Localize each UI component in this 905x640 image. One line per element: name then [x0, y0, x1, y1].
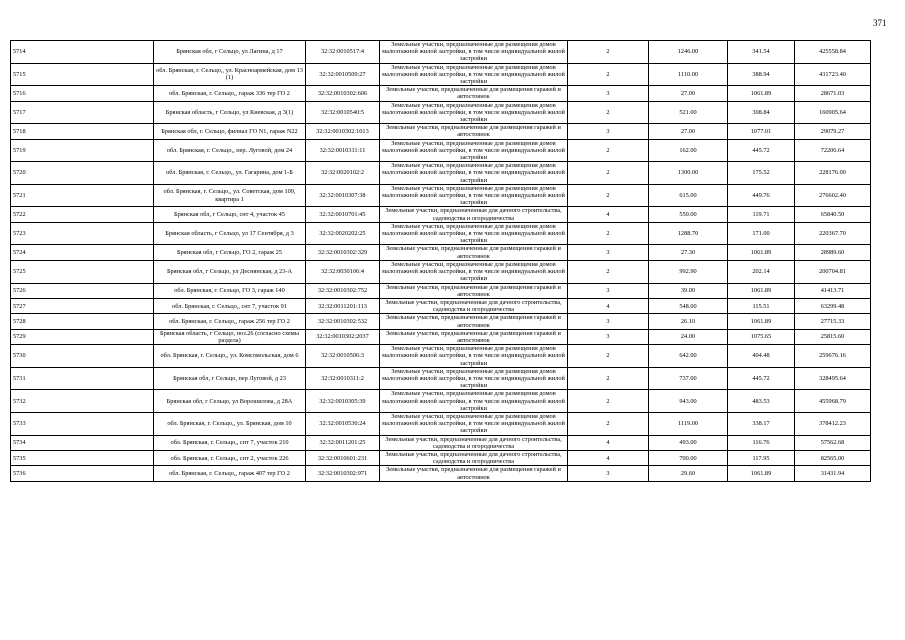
address-cell: Брянская обл, г Сельцо, ГО 2, гараж 25 [154, 245, 306, 260]
table-row [11, 314, 871, 329]
row-number: 5735 [11, 450, 154, 465]
specific-value-cell: 175.52 [728, 162, 795, 185]
group-cell: 2 [568, 367, 649, 390]
area-cell: 521.00 [649, 101, 728, 124]
row-number: 5736 [11, 466, 154, 481]
row-number: 5730 [11, 345, 154, 368]
table-row [11, 162, 871, 185]
specific-value-cell: 483.53 [728, 390, 795, 413]
cadastral-value-cell: 82565.00 [795, 450, 871, 465]
land-use-cell: Земельные участки, предназначенные для размещения домов малоэтажной жилой застройки, в том числе индивидуальной жилой застройки [380, 345, 568, 368]
specific-value-cell: 116.76 [728, 435, 795, 450]
row-number: 5714 [11, 41, 154, 64]
land-registry-table [10, 40, 871, 482]
cadastral-value-cell: 72206.64 [795, 139, 871, 162]
land-use-cell: Земельные участки, предназначенные для размещения гаражей и автостоянок [380, 314, 568, 329]
area-cell: 1300.00 [649, 162, 728, 185]
land-use-cell: Земельные участки, предназначенные для размещения гаражей и автостоянок [380, 329, 568, 344]
page-number: 371 [873, 18, 887, 28]
group-cell: 4 [568, 207, 649, 222]
table-row [11, 207, 871, 222]
address-cell: обл. Брянская, г. Сельцо,, ул. Красноармейская, дом 13 (1) [154, 63, 306, 86]
cadastral-value-cell: 378412.23 [795, 412, 871, 435]
cadastral-value-cell: 228176.00 [795, 162, 871, 185]
address-cell: Брянская область, г Сельцо, поз.26 (согласно схемы раздела) [154, 329, 306, 344]
group-cell: 3 [568, 314, 649, 329]
row-number: 5729 [11, 329, 154, 344]
table-row [11, 435, 871, 450]
row-number: 5734 [11, 435, 154, 450]
cadastral-value-cell: 431723.40 [795, 63, 871, 86]
row-number: 5726 [11, 283, 154, 298]
area-cell: 992.90 [649, 260, 728, 283]
cadastral-value-cell: 57562.68 [795, 435, 871, 450]
row-number: 5715 [11, 63, 154, 86]
table-row [11, 41, 871, 64]
group-cell: 3 [568, 466, 649, 481]
table-row [11, 86, 871, 101]
address-cell: обл. Брянская, г. Сельцо,, ул. Советская, дом 109, квартира 1 [154, 184, 306, 207]
area-cell: 29.60 [649, 466, 728, 481]
cadastral-value-cell: 220367.70 [795, 222, 871, 245]
address-cell: Брянская область, г Сельцо, ул Киевская, д 3(1) [154, 101, 306, 124]
cadastral-value-cell: 425558.84 [795, 41, 871, 64]
land-use-cell: Земельные участки, предназначенные для размещения гаражей и автостоянок [380, 283, 568, 298]
cadastral-number-cell: 32:32:0010307:38 [306, 184, 380, 207]
specific-value-cell: 338.17 [728, 412, 795, 435]
area-cell: 24.00 [649, 329, 728, 344]
area-cell: 27.00 [649, 124, 728, 139]
table-row [11, 298, 871, 313]
area-cell: 943.00 [649, 390, 728, 413]
land-use-cell: Земельные участки, предназначенные для размещения домов малоэтажной жилой застройки, в том числе индивидуальной жилой застройки [380, 139, 568, 162]
address-cell: обл. Брянская, г. Сельцо,, гараж 407 тер ГО 2 [154, 466, 306, 481]
land-use-cell: Земельные участки, предназначенные для размещения домов малоэтажной жилой застройки, в том числе индивидуальной жилой застройки [380, 412, 568, 435]
row-number: 5719 [11, 139, 154, 162]
row-number: 5720 [11, 162, 154, 185]
cadastral-number-cell: 32:32:0020102:2 [306, 162, 380, 185]
land-use-cell: Земельные участки, предназначенные для дачного строительства, садоводства и огородничества [380, 298, 568, 313]
land-use-cell: Земельные участки, предназначенные для размещения домов малоэтажной жилой застройки, в том числе индивидуальной жилой застройки [380, 41, 568, 64]
specific-value-cell: 171.00 [728, 222, 795, 245]
cadastral-number-cell: 32:32:0010302:532 [306, 314, 380, 329]
group-cell: 2 [568, 222, 649, 245]
cadastral-number-cell: 32:32:0010302:2037 [306, 329, 380, 344]
table-row [11, 466, 871, 481]
address-cell: Брянская обл, г Сельцо, снт 4, участок 45 [154, 207, 306, 222]
specific-value-cell: 202.14 [728, 260, 795, 283]
specific-value-cell: 404.48 [728, 345, 795, 368]
land-use-cell: Земельные участки, предназначенные для размещения гаражей и автостоянок [380, 124, 568, 139]
land-use-cell: Земельные участки, предназначенные для дачного строительства, садоводства и огородничества [380, 450, 568, 465]
address-cell: Брянская область, г Сельцо, ул 17 Сентября, д 3 [154, 222, 306, 245]
row-number: 5717 [11, 101, 154, 124]
table-row [11, 101, 871, 124]
land-use-cell: Земельные участки, предназначенные для дачного строительства, садоводства и огородничества [380, 435, 568, 450]
group-cell: 4 [568, 435, 649, 450]
cadastral-number-cell: 32:32:0010302:1013 [306, 124, 380, 139]
land-use-cell: Земельные участки, предназначенные для размещения домов малоэтажной жилой застройки, в том числе индивидуальной жилой застройки [380, 260, 568, 283]
row-number: 5727 [11, 298, 154, 313]
specific-value-cell: 1077.01 [728, 124, 795, 139]
specific-value-cell: 388.94 [728, 63, 795, 86]
cadastral-number-cell: 32:32:0010506:3 [306, 345, 380, 368]
land-use-cell: Земельные участки, предназначенные для размещения домов малоэтажной жилой застройки, в том числе индивидуальной жилой застройки [380, 63, 568, 86]
cadastral-number-cell: 32:32:0010517:4 [306, 41, 380, 64]
group-cell: 4 [568, 298, 649, 313]
group-cell: 2 [568, 260, 649, 283]
land-use-cell: Земельные участки, предназначенные для размещения домов малоэтажной жилой застройки, в том числе индивидуальной жилой застройки [380, 222, 568, 245]
table-row [11, 283, 871, 298]
address-cell: обл. Брянская, г. Сельцо,, ул. Комсомольская, дом 6 [154, 345, 306, 368]
area-cell: 700.00 [649, 450, 728, 465]
address-cell: обл. Брянская, г. Сельцо,, ул. Брянская, дом 10 [154, 412, 306, 435]
row-number: 5721 [11, 184, 154, 207]
group-cell: 3 [568, 86, 649, 101]
area-cell: 27.30 [649, 245, 728, 260]
group-cell: 3 [568, 245, 649, 260]
address-cell: обл. Брянская, г. Сельцо,, пер. Луговой, дом 24 [154, 139, 306, 162]
cadastral-value-cell: 63299.48 [795, 298, 871, 313]
table-row [11, 367, 871, 390]
address-cell: Брянская обл, г. Сельцо, филиал ГО N1, гараж N22 [154, 124, 306, 139]
land-use-cell: Земельные участки, предназначенные для размещения домов малоэтажной жилой застройки, в том числе индивидуальной жилой застройки [380, 390, 568, 413]
row-number: 5718 [11, 124, 154, 139]
cadastral-value-cell: 41413.71 [795, 283, 871, 298]
cadastral-number-cell: 32:32:0010302:329 [306, 245, 380, 260]
area-cell: 27.00 [649, 86, 728, 101]
group-cell: 2 [568, 139, 649, 162]
area-cell: 1246.00 [649, 41, 728, 64]
group-cell: 2 [568, 162, 649, 185]
cadastral-number-cell: 32:32:0010311:11 [306, 139, 380, 162]
address-cell: обл. Брянская, г. Сельцо,, гараж 336 тер ГО 2 [154, 86, 306, 101]
cadastral-value-cell: 25815.60 [795, 329, 871, 344]
cadastral-value-cell: 31431.94 [795, 466, 871, 481]
cadastral-value-cell: 28989.60 [795, 245, 871, 260]
cadastral-value-cell: 259676.16 [795, 345, 871, 368]
land-use-cell: Земельные участки, предназначенные для размещения домов малоэтажной жилой застройки, в том числе индивидуальной жилой застройки [380, 162, 568, 185]
address-cell: обл. Брянская, г. Сельцо,, снт 7, участок 91 [154, 298, 306, 313]
table-row [11, 329, 871, 344]
area-cell: 1110.00 [649, 63, 728, 86]
cadastral-value-cell: 328495.64 [795, 367, 871, 390]
group-cell: 2 [568, 101, 649, 124]
area-cell: 737.00 [649, 367, 728, 390]
group-cell: 3 [568, 283, 649, 298]
cadastral-value-cell: 160905.64 [795, 101, 871, 124]
address-cell: обл. Брянская, г. Сельцо, ГО 3, гараж 140 [154, 283, 306, 298]
cadastral-value-cell: 65840.50 [795, 207, 871, 222]
specific-value-cell: 115.51 [728, 298, 795, 313]
cadastral-number-cell: 32:32:0010302:606 [306, 86, 380, 101]
table-row [11, 222, 871, 245]
cadastral-number-cell: 32:32:0010601:231 [306, 450, 380, 465]
cadastral-number-cell: 32:32:0010302:752 [306, 283, 380, 298]
cadastral-value-cell: 29079.27 [795, 124, 871, 139]
group-cell: 2 [568, 412, 649, 435]
cadastral-value-cell: 200704.81 [795, 260, 871, 283]
land-use-cell: Земельные участки, предназначенные для размещения гаражей и автостоянок [380, 466, 568, 481]
table-row [11, 260, 871, 283]
cadastral-value-cell: 276602.40 [795, 184, 871, 207]
area-cell: 493.00 [649, 435, 728, 450]
specific-value-cell: 445.72 [728, 367, 795, 390]
row-number: 5728 [11, 314, 154, 329]
row-number: 5716 [11, 86, 154, 101]
specific-value-cell: 445.72 [728, 139, 795, 162]
cadastral-number-cell: 32:32:0010302:971 [306, 466, 380, 481]
area-cell: 39.00 [649, 283, 728, 298]
cadastral-number-cell: 32:32:0010540:5 [306, 101, 380, 124]
address-cell: обл. Брянская, г. Сельцо,, ул. Гагарина, дом 1-Б [154, 162, 306, 185]
cadastral-number-cell: 32:32:0010311:2 [306, 367, 380, 390]
area-cell: 615.00 [649, 184, 728, 207]
specific-value-cell: 341.54 [728, 41, 795, 64]
address-cell: Брянская обл, г Сельцо, ул Деснянская, д 23-А [154, 260, 306, 283]
specific-value-cell: 1061.89 [728, 314, 795, 329]
cadastral-number-cell: 32:32:0011201:113 [306, 298, 380, 313]
address-cell: Брянская обл, г Сельцо, пер Луговой, д 23 [154, 367, 306, 390]
address-cell: обл. Брянская, г. Сельцо,, снт 2, участок 226 [154, 450, 306, 465]
specific-value-cell: 1061.89 [728, 283, 795, 298]
row-number: 5725 [11, 260, 154, 283]
group-cell: 2 [568, 41, 649, 64]
specific-value-cell: 1061.89 [728, 245, 795, 260]
table-row [11, 63, 871, 86]
specific-value-cell: 449.76 [728, 184, 795, 207]
specific-value-cell: 308.84 [728, 101, 795, 124]
row-number: 5732 [11, 390, 154, 413]
specific-value-cell: 1061.89 [728, 86, 795, 101]
cadastral-number-cell: 32:32:0010701:45 [306, 207, 380, 222]
cadastral-number-cell: 32:32:0010530:24 [306, 412, 380, 435]
table-row [11, 345, 871, 368]
area-cell: 26.10 [649, 314, 728, 329]
row-number: 5722 [11, 207, 154, 222]
group-cell: 2 [568, 390, 649, 413]
table-row [11, 124, 871, 139]
group-cell: 2 [568, 63, 649, 86]
cadastral-number-cell: 32:32:0030106:4 [306, 260, 380, 283]
area-cell: 548.00 [649, 298, 728, 313]
group-cell: 3 [568, 124, 649, 139]
area-cell: 1288.70 [649, 222, 728, 245]
row-number: 5724 [11, 245, 154, 260]
address-cell: Брянская обл, г Сельцо, ул Лагина, д 17 [154, 41, 306, 64]
cadastral-value-cell: 27715.33 [795, 314, 871, 329]
cadastral-number-cell: 32:32:0010509:27 [306, 63, 380, 86]
land-use-cell: Земельные участки, предназначенные для дачного строительства, садоводства и огородничества [380, 207, 568, 222]
address-cell: обл. Брянская, г. Сельцо,, гараж 256 тер ГО 2 [154, 314, 306, 329]
cadastral-number-cell: 32:32:0010305:39 [306, 390, 380, 413]
cadastral-value-cell: 28671.03 [795, 86, 871, 101]
row-number: 5733 [11, 412, 154, 435]
group-cell: 2 [568, 184, 649, 207]
land-use-cell: Земельные участки, предназначенные для размещения гаражей и автостоянок [380, 245, 568, 260]
row-number: 5723 [11, 222, 154, 245]
land-use-cell: Земельные участки, предназначенные для размещения домов малоэтажной жилой застройки, в том числе индивидуальной жилой застройки [380, 184, 568, 207]
specific-value-cell: 119.71 [728, 207, 795, 222]
land-use-cell: Земельные участки, предназначенные для размещения домов малоэтажной жилой застройки, в том числе индивидуальной жилой застройки [380, 367, 568, 390]
area-cell: 642.00 [649, 345, 728, 368]
table-row [11, 390, 871, 413]
land-use-cell: Земельные участки, предназначенные для размещения гаражей и автостоянок [380, 86, 568, 101]
area-cell: 1119.00 [649, 412, 728, 435]
cadastral-number-cell: 32:32:0011201:25 [306, 435, 380, 450]
address-cell: Брянская обл, г Сельцо, ул Ворошилова, д 28А [154, 390, 306, 413]
cadastral-number-cell: 32:32:0020202:25 [306, 222, 380, 245]
row-number: 5731 [11, 367, 154, 390]
table-body [11, 41, 871, 482]
address-cell: обл. Брянская, г. Сельцо,, снт 7, участок 210 [154, 435, 306, 450]
group-cell: 2 [568, 345, 649, 368]
specific-value-cell: 1061.89 [728, 466, 795, 481]
table-row [11, 184, 871, 207]
land-use-cell: Земельные участки, предназначенные для размещения домов малоэтажной жилой застройки, в том числе индивидуальной жилой застройки [380, 101, 568, 124]
cadastral-value-cell: 455968.79 [795, 390, 871, 413]
table-row [11, 139, 871, 162]
table-row [11, 245, 871, 260]
group-cell: 3 [568, 329, 649, 344]
table-row [11, 450, 871, 465]
area-cell: 550.00 [649, 207, 728, 222]
area-cell: 162.00 [649, 139, 728, 162]
specific-value-cell: 117.95 [728, 450, 795, 465]
group-cell: 4 [568, 450, 649, 465]
table-row [11, 412, 871, 435]
specific-value-cell: 1075.65 [728, 329, 795, 344]
